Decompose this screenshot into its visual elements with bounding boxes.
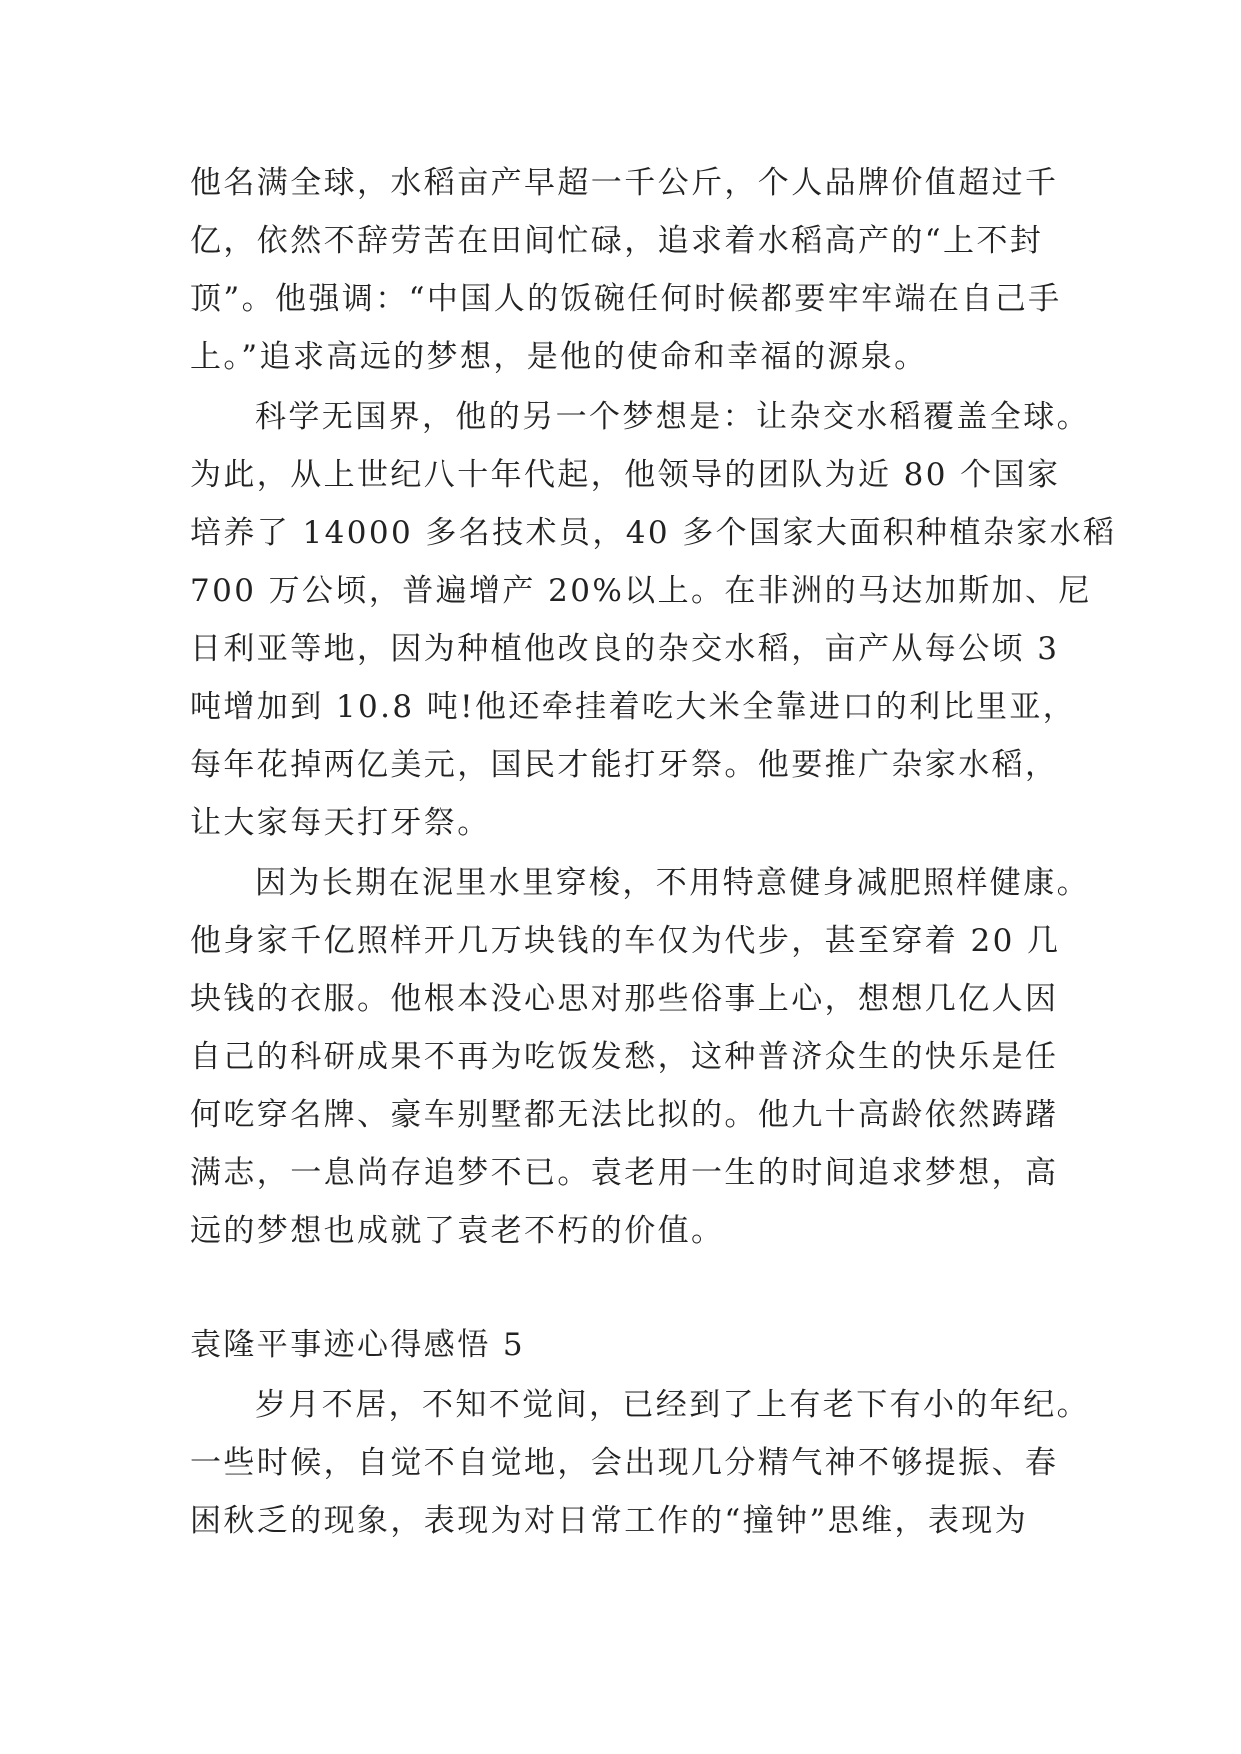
paragraph-line: 他身家千亿照样开几万块钱的车仅为代步，甚至穿着 20 几 [190, 923, 1061, 959]
paragraph-line: 上。”追求高远的梦想，是他的使命和幸福的源泉。 [190, 339, 928, 375]
paragraph-line: 顶”。他强调：“中国人的饭碗任何时候都要牢牢端在自己手 [190, 281, 1062, 317]
paragraph-line: 培养了 14000 多名技术员，40 多个国家大面积种植杂家水稻 [190, 515, 1117, 551]
paragraph-line: 自己的科研成果不再为吃饭发愁，这种普济众生的快乐是任 [190, 1039, 1059, 1075]
paragraph-line: 日利亚等地，因为种植他改良的杂交水稻，亩产从每公顷 3 [190, 631, 1060, 667]
paragraph-line: 一些时候，自觉不自觉地，会出现几分精气神不够提振、春 [190, 1445, 1059, 1481]
paragraph-line: 何吃穿名牌、豪车别墅都无法比拟的。他九十高龄依然踌躇 [190, 1097, 1059, 1133]
paragraph-line: 每年花掉两亿美元，国民才能打牙祭。他要推广杂家水稻， [190, 747, 1059, 783]
paragraph-line: 科学无国界，他的另一个梦想是：让杂交水稻覆盖全球。 [255, 399, 1090, 435]
paragraph-line: 吨增加到 10.8 吨!他还牵挂着吃大米全靠进口的利比里亚， [190, 689, 1077, 725]
paragraph-line: 因为长期在泥里水里穿梭，不用特意健身减肥照样健康。 [255, 865, 1090, 901]
section-heading: 袁隆平事迹心得感悟 5 [190, 1327, 525, 1363]
paragraph-line: 为此，从上世纪八十年代起，他领导的团队为近 80 个国家 [190, 457, 1061, 493]
paragraph-line: 满志，一息尚存追梦不已。袁老用一生的时间追求梦想，高 [190, 1155, 1059, 1191]
paragraph-line: 困秋乏的现象，表现为对日常工作的“撞钟”思维，表现为 [190, 1503, 1029, 1539]
paragraph-line: 亿，依然不辞劳苦在田间忙碌，追求着水稻高产的“上不封 [190, 223, 1044, 259]
paragraph-line: 岁月不居，不知不觉间，已经到了上有老下有小的年纪。 [255, 1387, 1090, 1423]
paragraph-line: 远的梦想也成就了袁老不朽的价值。 [190, 1213, 725, 1249]
paragraph-line: 他名满全球，水稻亩产早超一千公斤，个人品牌价值超过千 [190, 165, 1059, 201]
paragraph-line: 块钱的衣服。他根本没心思对那些俗事上心，想想几亿人因 [190, 981, 1059, 1017]
paragraph-line: 700 万公顷，普遍增产 20%以上。在非洲的马达加斯加、尼 [190, 573, 1092, 609]
paragraph-line: 让大家每天打牙祭。 [190, 805, 491, 841]
